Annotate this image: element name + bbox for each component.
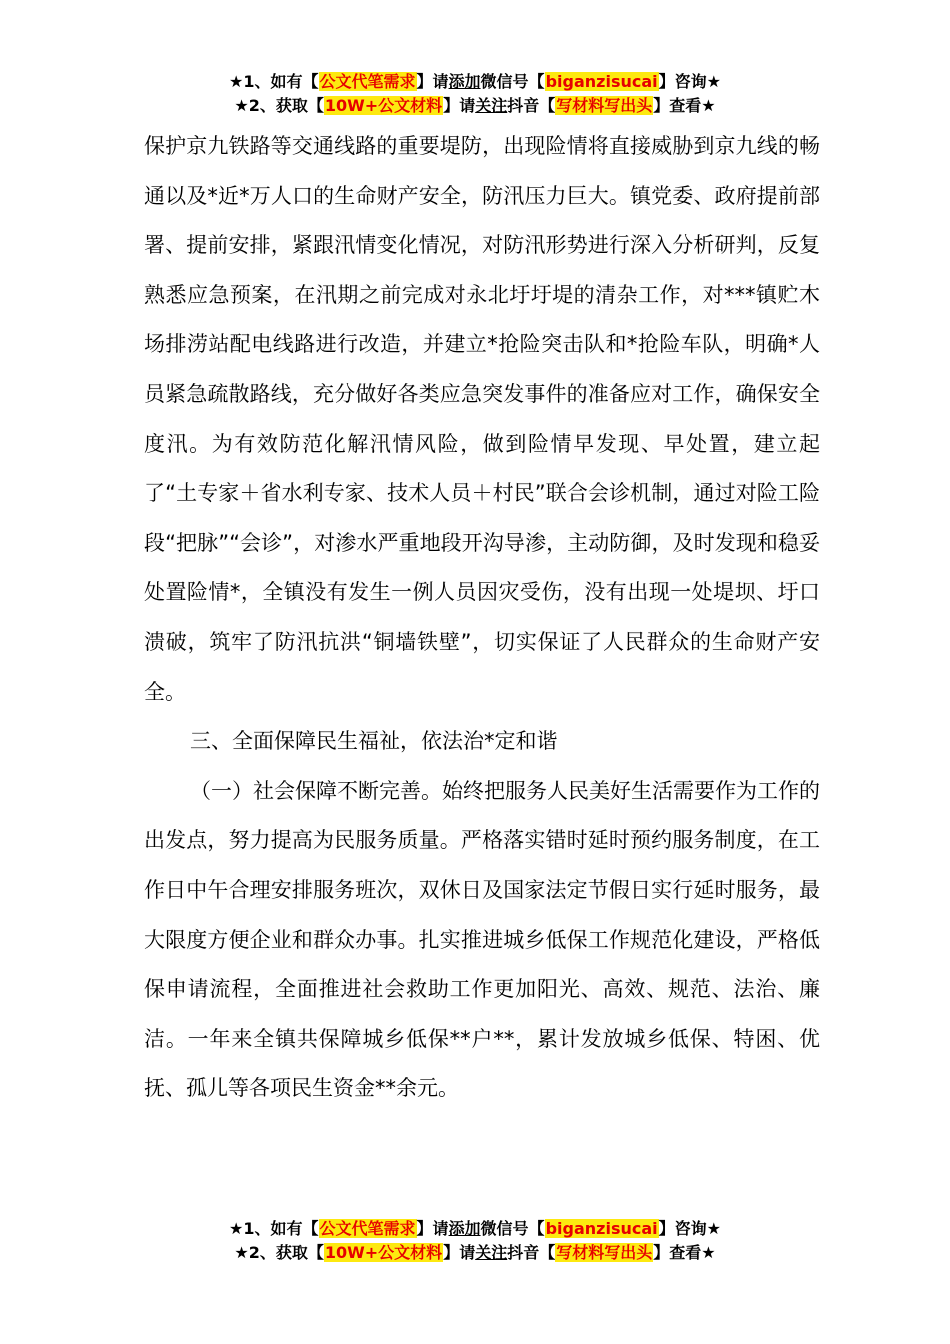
highlight-tag: biganzisucai [545,1219,658,1238]
header-banner [0,70,950,118]
paragraph: （一）社会保障不断完善。始终把服务人民美好生活需要作为工作的出发点，努力提高为民服务质量。严格落实错时延时预约服务制度，在工作日中午合理安排服务班次，双休日及国家法定节假日实行延时服务，最大限度方便企业和群众办事。扎实推进城乡低保工作规范化建设，严格低保申请流程，全面推进社会救助工作更加阳光、高效、规范、法治、廉洁。一年来全镇共保障城乡低保**户**，累计发放城乡低保、特困、优抚、孤儿等各项民生资金**余元。 [144,778,820,1101]
paragraph: 保护京九铁路等交通线路的重要堤防，出现险情将直接威胁到京九线的畅通以及*近*万人口的生命财产安全，防汛压力巨大。镇党委、政府提前部署、提前安排，紧跟汛情变化情况，对防汛形势进行深入分析研判，反复熟悉应急预案，在汛期之前完成对永北圩圩堤的清杂工作，对***镇贮木场排涝站配电线路进行改造，并建立*抢险突击队和*抢险车队，明确*人员紧急疏散路线，充分做好各类应急突发事件的准备应对工作，确保安全度汛。为有效防范化解汛情风险，做到险情早发现、早处置，建立起了“土专家＋省水利专家、技术人员＋村民”联合会诊机制，通过对险工险段“把脉”“会诊”，对渗水严重地段开沟导渗，主动防御，及时发现和稳妥处置险情*，全镇没有发生一例人员因灾受伤，没有出现一处堤坝、圩口溃破，筑牢了防汛抗洪“铜墙铁壁”，切实保证了人民群众的生命财产安全。 [144,134,820,704]
highlight-tag: biganzisucai [545,72,658,91]
banner-line-1: ★1、如有【公文代笔需求】请添加微信号【biganzisucai】咨询★ [229,72,721,91]
banner-line-2: ★2、获取【10W+公文材料】请关注抖音【写材料写出头】查看★ [234,1243,716,1262]
highlight-tag: 10W+公文材料 [324,96,443,115]
highlight-tag: 10W+公文材料 [324,1243,443,1262]
highlight-tag: 公文代笔需求 [319,72,416,91]
highlight-tag: 写材料写出头 [556,1243,653,1262]
document-body [144,122,820,1114]
banner-line-1: ★1、如有【公文代笔需求】请添加微信号【biganzisucai】咨询★ [229,1219,721,1238]
banner-line-2: ★2、获取【10W+公文材料】请关注抖音【写材料写出头】查看★ [234,96,716,115]
section-heading: 三、全面保障民生福祉，依法治*定和谐 [190,729,558,754]
footer-banner [0,1217,950,1265]
highlight-tag: 公文代笔需求 [319,1219,416,1238]
highlight-tag: 写材料写出头 [556,96,653,115]
